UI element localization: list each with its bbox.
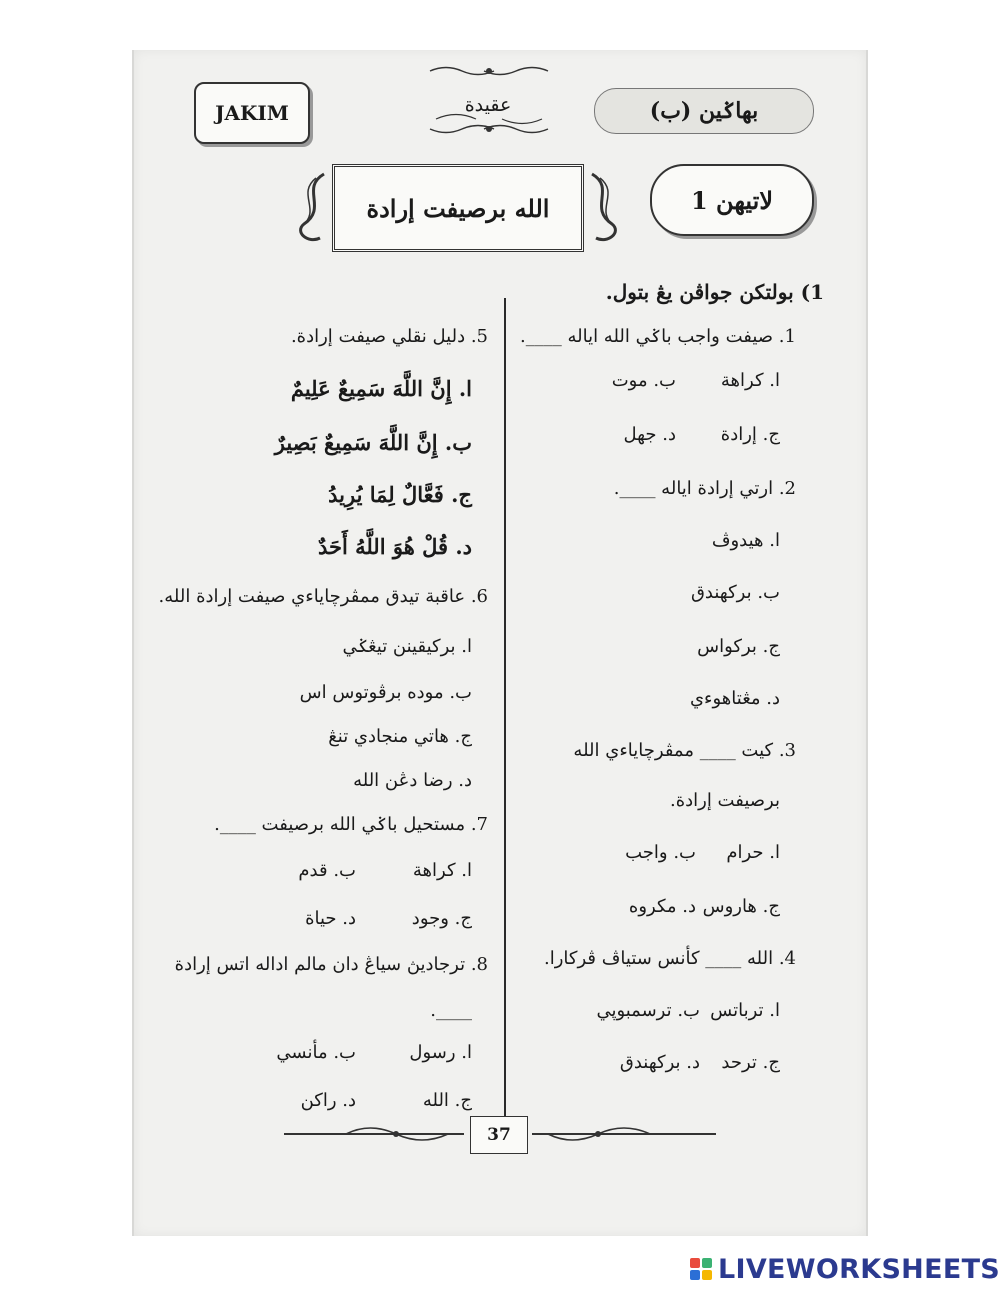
option-1a[interactable]: ا. كراهة <box>720 370 780 391</box>
option-2d[interactable]: د. مڠتاهوءي <box>689 688 780 709</box>
option-7d[interactable]: د. حياة <box>305 908 356 929</box>
option-8d[interactable]: د. راكن <box>300 1090 356 1111</box>
option-3d[interactable]: د. مكروه <box>628 896 696 917</box>
footer-flourish-icon <box>544 1122 654 1146</box>
option-3b[interactable]: ب. واجب <box>625 842 696 863</box>
option-1d[interactable]: د. جهل <box>623 424 676 445</box>
question-1: 1. صيفت واجب باݢي الله اياله ____. <box>520 326 796 347</box>
verse-5b[interactable]: ب. إِنَّ اللَّهَ سَمِيعٌ بَصِيرٌ <box>274 430 472 455</box>
exercise-label: لاتيهن 1 <box>650 164 814 236</box>
question-5: 5. دليل نقلي صيفت إرادة. <box>290 326 488 347</box>
scroll-ornament-icon <box>294 168 334 248</box>
question-3-cont: برصيفت إرادة. <box>669 790 780 811</box>
top-ornament-icon <box>426 64 552 78</box>
instruction: 1) بولتكن جواڤن يڠ بتول. <box>605 280 824 304</box>
part-badge: بهاݢين (ب) <box>594 88 814 134</box>
option-2a[interactable]: ا. هيدوڤ <box>711 530 780 551</box>
option-2c[interactable]: ج. بركواس <box>697 636 780 657</box>
option-2b[interactable]: ب. بركهندق <box>690 582 780 603</box>
option-4d[interactable]: د. بركهندق <box>619 1052 700 1073</box>
liveworksheets-brand <box>690 1254 1000 1284</box>
worksheet-page <box>132 50 868 1236</box>
option-4c[interactable]: ج. ترحد <box>721 1052 780 1073</box>
bottom-ornament-icon <box>426 122 552 136</box>
brand-name: LIVEWORKSHEETS <box>718 1253 1000 1285</box>
column-divider <box>504 298 506 1148</box>
option-4b[interactable]: ب. ترسمبوڽي <box>596 1000 700 1021</box>
option-6c[interactable]: ج. هاتي منجادي تنڠ <box>328 726 472 747</box>
topic-title: الله برصيفت إرادة <box>332 164 584 252</box>
verse-5a[interactable]: ا. إِنَّ اللَّهَ سَمِيعٌ عَلِيمٌ <box>290 376 472 401</box>
liveworksheets-logo-icon <box>690 1258 712 1280</box>
option-7c[interactable]: ج. وجود <box>411 908 472 929</box>
question-3: 3. كيت ____ ممڤرچاياءي الله <box>573 740 796 761</box>
option-6a[interactable]: ا. بركيقينن تيڠݢي <box>342 636 472 657</box>
verse-5c[interactable]: ج. فَعَّالٌ لِمَا يُرِيدُ <box>328 482 472 507</box>
scroll-ornament-icon <box>582 168 622 248</box>
page-number: 37 <box>470 1116 528 1154</box>
section-title: عقيدة <box>464 94 512 116</box>
option-8c[interactable]: ج. الله <box>422 1090 472 1111</box>
verse-5d[interactable]: د. قُلْ هُوَ اللَّهُ أَحَدٌ <box>317 534 472 559</box>
question-2: 2. ارتي إرادة اياله ____. <box>613 478 796 499</box>
option-6d[interactable]: د. رضا دڠن الله <box>353 770 472 791</box>
option-3a[interactable]: ا. حرام <box>726 842 780 863</box>
question-7: 7. مستحيل باݢي الله برصيفت ____. <box>214 814 488 835</box>
option-4a[interactable]: ا. ترباتس <box>710 1000 780 1021</box>
option-7a[interactable]: ا. كراهة <box>412 860 472 881</box>
question-8-cont: ____. <box>430 1000 472 1021</box>
question-4: 4. الله ____ كأنس ستياڤ ڤركارا. <box>544 948 796 969</box>
option-1b[interactable]: ب. موت <box>611 370 676 391</box>
option-6b[interactable]: ب. موده برڤوتوس اس <box>299 682 472 703</box>
question-6: 6. عاقبة تيدق ممڤرچاياءي صيفت إرادة الله. <box>158 586 488 607</box>
footer-flourish-icon <box>342 1122 452 1146</box>
option-7b[interactable]: ب. قدم <box>298 860 356 881</box>
option-1c[interactable]: ج. إرادة <box>720 424 780 445</box>
jakim-badge: JAKIM <box>194 82 310 144</box>
option-8a[interactable]: ا. رسول <box>409 1042 472 1063</box>
option-8b[interactable]: ب. مأنسي <box>276 1042 356 1063</box>
question-8: 8. ترجاديڽ سياڠ دان مالم اداله اتس إرادة <box>174 954 488 975</box>
option-3c[interactable]: ج. هاروس <box>702 896 780 917</box>
